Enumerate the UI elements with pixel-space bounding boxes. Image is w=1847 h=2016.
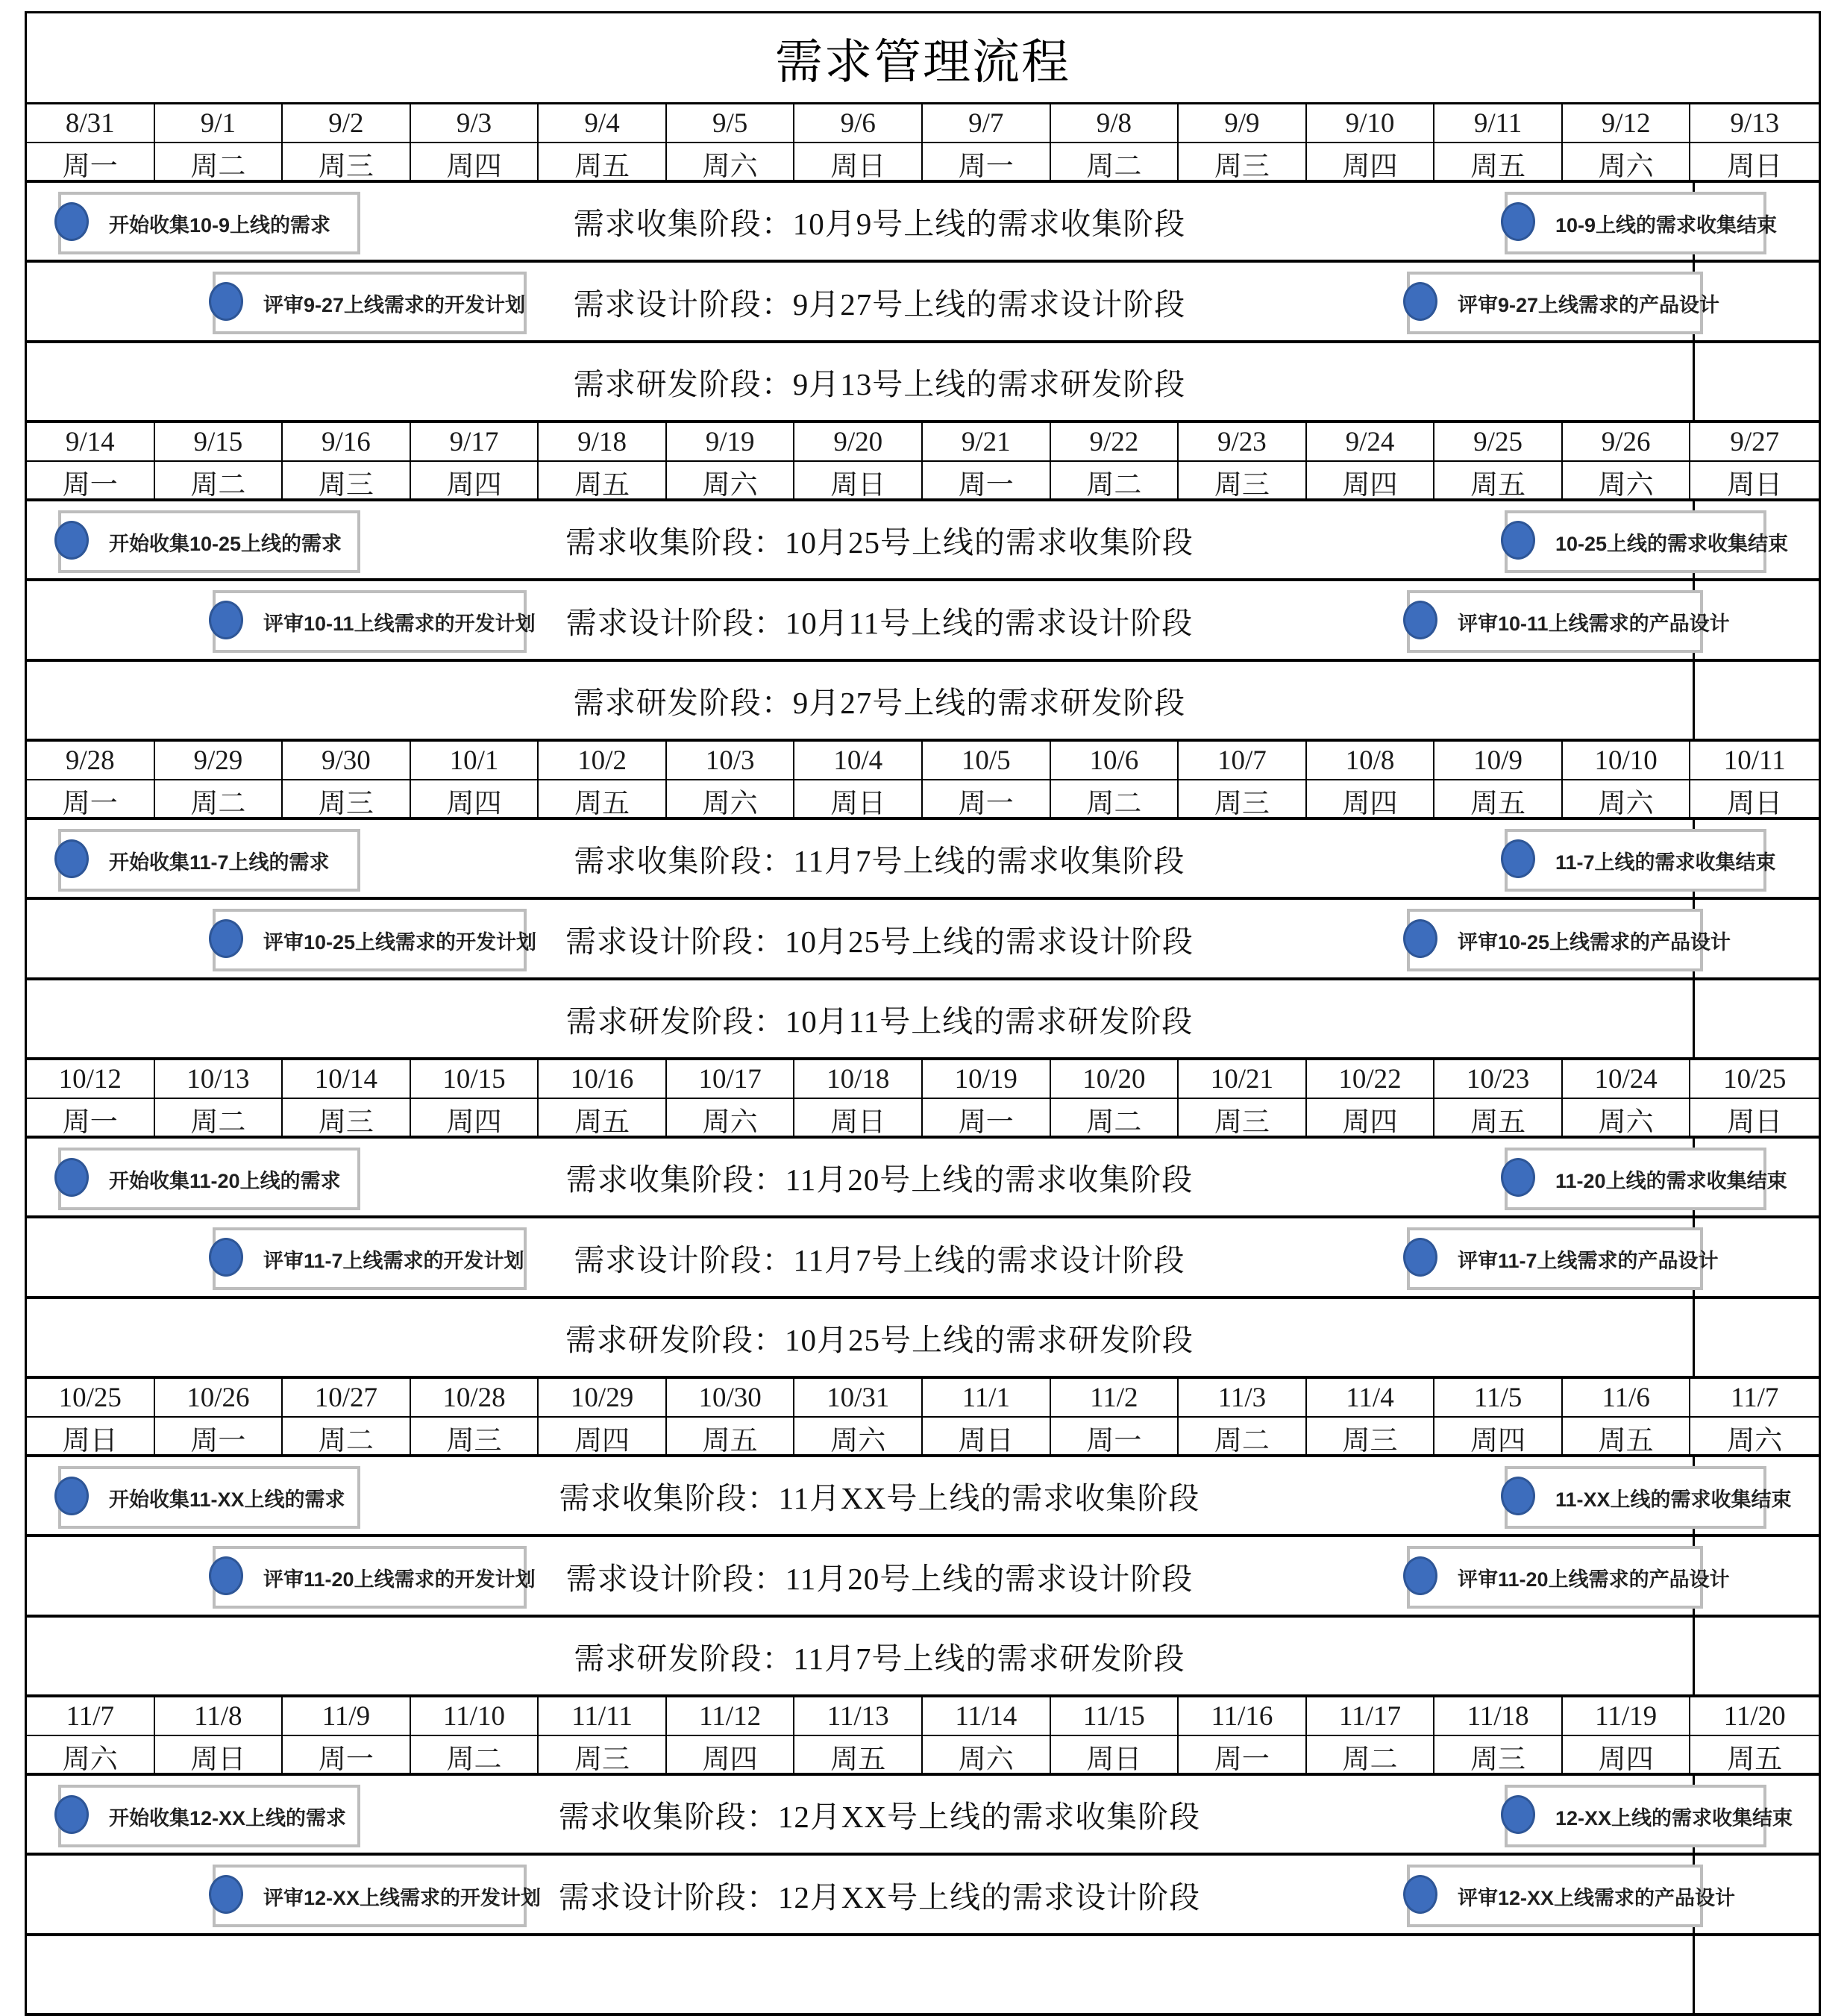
weekday-cell: 周四 (539, 1418, 667, 1458)
phase-label-design: 需求设计阶段：9月27号上线的需求设计阶段 (573, 287, 1186, 322)
milestone-dot-icon (54, 1795, 89, 1834)
date-cell: 11/16 (1179, 1697, 1307, 1735)
milestone-dot-icon (209, 601, 243, 639)
weekday-cell: 周五 (1434, 780, 1563, 821)
milestone-dot-icon (1403, 919, 1437, 958)
milestone-end-label: 评审9-27上线需求的产品设计 (1458, 293, 1720, 316)
date-cell: 9/24 (1307, 423, 1435, 460)
phase-row-design (27, 581, 1819, 662)
weekday-cell: 周一 (923, 1099, 1051, 1139)
weekday-cell: 周三 (411, 1418, 539, 1458)
milestone-dot-icon (1501, 1795, 1535, 1834)
weekday-cell: 周六 (923, 1736, 1051, 1776)
phase-row-dev (27, 980, 1819, 1060)
weekday-cell: 周三 (1179, 462, 1307, 502)
weekday-cell: 周三 (283, 780, 411, 821)
schedule-block (27, 1060, 1819, 1379)
weekday-cell: 周一 (923, 462, 1051, 502)
schedule-blocks (27, 104, 1819, 2016)
date-cell: 11/7 (1730, 1382, 1779, 1413)
date-cell: 10/31 (794, 1379, 923, 1416)
date-cell: 10/22 (1307, 1060, 1435, 1098)
date-cell: 10/17 (667, 1060, 795, 1098)
phase-row-dev (27, 662, 1819, 742)
weekday-cell: 周一 (27, 143, 155, 184)
phase-row-dev (27, 1299, 1819, 1379)
weekday-cell: 周四 (411, 780, 539, 821)
weekday-cell: 周日 (1727, 789, 1783, 819)
weekday-cell: 周六 (27, 1736, 155, 1776)
date-cell: 11/2 (1051, 1379, 1179, 1416)
weekday-cell: 周一 (27, 1099, 155, 1139)
weekday-cell: 周六 (794, 1418, 923, 1458)
phase-row-design (27, 1218, 1819, 1299)
date-cell: 11/8 (155, 1697, 283, 1735)
phase-row-collect (27, 183, 1819, 263)
milestone-dot-icon (1501, 839, 1535, 878)
schedule-block (27, 742, 1819, 1060)
phase-row-design (27, 1856, 1819, 1936)
weekday-cell: 周六 (667, 462, 795, 502)
phase-label-collect: 需求收集阶段：11月XX号上线的需求收集阶段 (559, 1481, 1200, 1515)
date-cell: 10/12 (27, 1060, 155, 1098)
date-cell: 10/1 (411, 742, 539, 779)
milestone-dot-icon (54, 202, 89, 241)
date-cell: 9/26 (1563, 423, 1691, 460)
date-cell: 11/12 (667, 1697, 795, 1735)
weekday-cell: 周一 (923, 143, 1051, 184)
weekday-cell: 周六 (1563, 1099, 1691, 1139)
phase-label-design: 需求设计阶段：11月7号上线的需求设计阶段 (574, 1242, 1185, 1277)
date-row (27, 104, 1819, 143)
weekday-cell: 周四 (1307, 1099, 1435, 1139)
weekday-cell: 周一 (27, 462, 155, 502)
date-cell: 10/25 (1723, 1063, 1787, 1095)
date-cell: 11/18 (1434, 1697, 1563, 1735)
column-divider-line (1693, 1936, 1695, 2013)
milestone-dot-icon (1501, 1477, 1535, 1515)
milestone-end-label: 10-25上线的需求收集结束 (1555, 532, 1789, 555)
milestone-end-label: 评审12-XX上线需求的产品设计 (1458, 1886, 1736, 1909)
weekday-cell: 周四 (1307, 143, 1435, 184)
weekday-cell: 周二 (1179, 1418, 1307, 1458)
milestone-end-label: 11-20上线的需求收集结束 (1555, 1169, 1787, 1192)
date-cell: 9/4 (539, 104, 667, 142)
milestone-dot-icon (1403, 1238, 1437, 1277)
milestone-end-label: 评审11-20上线需求的产品设计 (1458, 1568, 1730, 1591)
weekday-cell: 周五 (1727, 1744, 1783, 1775)
weekday-cell: 周二 (411, 1736, 539, 1776)
date-cell: 9/2 (283, 104, 411, 142)
milestone-end-label: 10-9上线的需求收集结束 (1555, 213, 1778, 237)
date-cell: 10/19 (923, 1060, 1051, 1098)
date-cell: 10/8 (1307, 742, 1435, 779)
phase-label-collect: 需求收集阶段：12月XX号上线的需求收集阶段 (558, 1800, 1201, 1834)
milestone-start-label: 评审11-20上线需求的开发计划 (263, 1568, 536, 1591)
weekday-cell: 周六 (667, 1099, 795, 1139)
date-cell: 10/5 (923, 742, 1051, 779)
milestone-dot-icon (209, 919, 243, 958)
date-cell: 11/7 (27, 1697, 155, 1735)
date-cell: 9/30 (283, 742, 411, 779)
milestone-end-label: 11-XX上线的需求收集结束 (1555, 1488, 1792, 1511)
weekday-cell: 周六 (1727, 1426, 1783, 1456)
weekday-row (27, 1099, 1819, 1139)
phase-label-collect: 需求收集阶段：10月25号上线的需求收集阶段 (565, 525, 1194, 560)
date-cell: 10/10 (1563, 742, 1691, 779)
weekday-cell: 周六 (667, 143, 795, 184)
milestone-dot-icon (54, 1158, 89, 1197)
date-cell: 9/28 (27, 742, 155, 779)
milestone-start-label: 开始收集11-7上线的需求 (109, 851, 330, 874)
phase-row-dev (27, 1936, 1819, 2016)
date-cell: 9/25 (1434, 423, 1563, 460)
phase-label-collect: 需求收集阶段：10月9号上线的需求收集阶段 (573, 207, 1186, 241)
date-cell: 9/1 (155, 104, 283, 142)
milestone-start-label: 评审12-XX上线需求的开发计划 (263, 1886, 542, 1909)
date-cell: 11/17 (1307, 1697, 1435, 1735)
date-cell: 11/20 (1723, 1700, 1786, 1732)
date-cell: 9/3 (411, 104, 539, 142)
phase-label-dev: 需求研发阶段：9月27号上线的需求研发阶段 (573, 686, 1186, 720)
weekday-cell: 周日 (794, 780, 923, 821)
schedule-block (27, 104, 1819, 423)
schedule-block (27, 1697, 1819, 2016)
date-row (27, 423, 1819, 462)
weekday-cell: 周一 (27, 780, 155, 821)
date-cell: 11/13 (794, 1697, 923, 1735)
weekday-cell: 周二 (155, 780, 283, 821)
date-row (27, 1060, 1819, 1099)
phase-label-design: 需求设计阶段：12月XX号上线的需求设计阶段 (558, 1879, 1201, 1915)
phase-row-design (27, 263, 1819, 343)
phase-label-dev: 需求研发阶段：10月25号上线的需求研发阶段 (565, 1323, 1194, 1357)
date-row (27, 742, 1819, 780)
weekday-cell: 周五 (1434, 462, 1563, 502)
date-cell: 10/11 (1723, 745, 1786, 776)
milestone-dot-icon (54, 521, 89, 560)
milestone-dot-icon (209, 1238, 243, 1277)
milestone-dot-icon (1501, 521, 1535, 560)
phase-label-dev: 需求研发阶段：9月13号上线的需求研发阶段 (573, 367, 1186, 401)
weekday-cell: 周四 (1563, 1736, 1691, 1776)
phase-label-collect: 需求收集阶段：11月7号上线的需求收集阶段 (574, 844, 1185, 878)
date-cell: 11/5 (1434, 1379, 1563, 1416)
weekday-cell: 周日 (794, 462, 923, 502)
weekday-cell: 周日 (155, 1736, 283, 1776)
weekday-cell: 周三 (1179, 780, 1307, 821)
weekday-cell: 周四 (1307, 780, 1435, 821)
weekday-cell: 周日 (1727, 151, 1783, 182)
weekday-cell: 周二 (1051, 143, 1179, 184)
phase-label-design: 需求设计阶段：10月25号上线的需求设计阶段 (565, 924, 1194, 959)
weekday-row (27, 1418, 1819, 1457)
weekday-cell: 周五 (1434, 1099, 1563, 1139)
date-cell: 11/15 (1051, 1697, 1179, 1735)
milestone-start-label: 评审11-7上线需求的开发计划 (263, 1249, 524, 1272)
weekday-cell: 周日 (794, 143, 923, 184)
milestone-end-label: 12-XX上线的需求收集结束 (1555, 1806, 1793, 1829)
milestone-dot-icon (1403, 1875, 1437, 1914)
date-cell: 9/19 (667, 423, 795, 460)
weekday-cell: 周四 (411, 143, 539, 184)
date-cell: 11/9 (283, 1697, 411, 1735)
date-cell: 11/6 (1563, 1379, 1691, 1416)
milestone-dot-icon (1501, 1158, 1535, 1197)
date-cell: 11/11 (539, 1697, 667, 1735)
date-cell: 9/16 (283, 423, 411, 460)
weekday-cell: 周五 (1434, 143, 1563, 184)
weekday-cell: 周六 (1563, 462, 1691, 502)
milestone-dot-icon (54, 1477, 89, 1515)
date-cell: 11/14 (923, 1697, 1051, 1735)
date-cell: 11/1 (923, 1379, 1051, 1416)
date-cell: 9/14 (27, 423, 155, 460)
milestone-start-label: 评审10-11上线需求的开发计划 (263, 612, 536, 635)
weekday-row (27, 143, 1819, 183)
weekday-cell: 周五 (539, 143, 667, 184)
phase-label-dev: 需求研发阶段：10月11号上线的需求研发阶段 (565, 1004, 1194, 1039)
date-cell: 10/24 (1563, 1060, 1691, 1098)
phase-label-collect: 需求收集阶段：11月20号上线的需求收集阶段 (565, 1162, 1194, 1197)
date-cell: 10/4 (794, 742, 923, 779)
phase-row-collect (27, 1776, 1819, 1856)
date-cell: 9/5 (667, 104, 795, 142)
date-row (27, 1697, 1819, 1736)
date-cell: 11/3 (1179, 1379, 1307, 1416)
date-cell: 10/14 (283, 1060, 411, 1098)
date-cell: 10/6 (1051, 742, 1179, 779)
phase-row-collect (27, 1457, 1819, 1537)
weekday-cell: 周日 (27, 1418, 155, 1458)
date-cell: 9/12 (1563, 104, 1691, 142)
date-cell: 9/7 (923, 104, 1051, 142)
weekday-cell: 周一 (155, 1418, 283, 1458)
date-cell: 9/13 (1730, 107, 1780, 139)
schedule-block (27, 1379, 1819, 1697)
date-cell: 8/31 (27, 104, 155, 142)
milestone-end-label: 评审10-25上线需求的产品设计 (1458, 930, 1731, 954)
date-cell: 9/15 (155, 423, 283, 460)
milestone-end-label: 11-7上线的需求收集结束 (1555, 851, 1776, 874)
weekday-cell: 周五 (539, 780, 667, 821)
date-cell: 9/6 (794, 104, 923, 142)
weekday-cell: 周四 (411, 462, 539, 502)
date-cell: 10/13 (155, 1060, 283, 1098)
milestone-start-label: 开始收集11-XX上线的需求 (109, 1488, 345, 1511)
date-cell: 9/11 (1434, 104, 1563, 142)
weekday-cell: 周二 (283, 1418, 411, 1458)
weekday-cell: 周二 (1051, 462, 1179, 502)
date-cell: 9/18 (539, 423, 667, 460)
phase-row-dev (27, 343, 1819, 423)
date-cell: 10/21 (1179, 1060, 1307, 1098)
weekday-row (27, 462, 1819, 501)
weekday-cell: 周三 (283, 462, 411, 502)
weekday-cell: 周三 (1307, 1418, 1435, 1458)
weekday-cell: 周六 (1563, 780, 1691, 821)
phase-row-collect (27, 820, 1819, 900)
milestone-end-label: 评审10-11上线需求的产品设计 (1458, 612, 1730, 635)
date-cell: 9/17 (411, 423, 539, 460)
date-cell: 10/27 (283, 1379, 411, 1416)
weekday-cell: 周六 (667, 780, 795, 821)
date-cell: 9/23 (1179, 423, 1307, 460)
weekday-cell: 周一 (923, 780, 1051, 821)
milestone-start-label: 开始收集10-25上线的需求 (109, 532, 342, 555)
milestone-end-label: 评审11-7上线需求的产品设计 (1458, 1249, 1719, 1272)
weekday-cell: 周三 (1179, 143, 1307, 184)
milestone-start-label: 开始收集10-9上线的需求 (109, 213, 331, 237)
weekday-row (27, 1736, 1819, 1776)
weekday-cell: 周五 (794, 1736, 923, 1776)
weekday-cell: 周四 (1434, 1418, 1563, 1458)
weekday-cell: 周六 (1563, 143, 1691, 184)
milestone-dot-icon (209, 1556, 243, 1595)
date-cell: 10/9 (1434, 742, 1563, 779)
date-cell: 11/19 (1563, 1697, 1691, 1735)
weekday-cell: 周日 (923, 1418, 1051, 1458)
date-cell: 10/2 (539, 742, 667, 779)
date-cell: 11/4 (1307, 1379, 1435, 1416)
weekday-cell: 周二 (155, 462, 283, 502)
weekday-cell: 周日 (1727, 470, 1783, 501)
weekday-cell: 周日 (1051, 1736, 1179, 1776)
weekday-cell: 周一 (1179, 1736, 1307, 1776)
weekday-cell: 周二 (1051, 780, 1179, 821)
requirements-process-table (25, 11, 1821, 2016)
weekday-cell: 周三 (283, 143, 411, 184)
date-cell: 10/3 (667, 742, 795, 779)
weekday-cell: 周四 (667, 1736, 795, 1776)
phase-label-design: 需求设计阶段：10月11号上线的需求设计阶段 (565, 605, 1194, 640)
weekday-cell: 周五 (539, 462, 667, 502)
date-cell: 9/29 (155, 742, 283, 779)
phase-label-design: 需求设计阶段：11月20号上线的需求设计阶段 (565, 1561, 1194, 1596)
weekday-cell: 周五 (539, 1099, 667, 1139)
weekday-cell: 周五 (667, 1418, 795, 1458)
schedule-block (27, 423, 1819, 742)
weekday-cell: 周日 (794, 1099, 923, 1139)
weekday-cell: 周二 (155, 143, 283, 184)
milestone-start-label: 开始收集11-20上线的需求 (109, 1169, 341, 1192)
milestone-dot-icon (1501, 202, 1535, 241)
milestone-dot-icon (1403, 282, 1437, 321)
weekday-cell: 周二 (1051, 1099, 1179, 1139)
milestone-dot-icon (209, 1875, 243, 1914)
phase-row-design (27, 900, 1819, 980)
weekday-cell: 周三 (283, 1099, 411, 1139)
date-cell: 11/10 (411, 1697, 539, 1735)
date-cell: 10/7 (1179, 742, 1307, 779)
milestone-dot-icon (1403, 601, 1437, 639)
date-cell: 10/23 (1434, 1060, 1563, 1098)
weekday-cell: 周三 (539, 1736, 667, 1776)
date-cell: 10/15 (411, 1060, 539, 1098)
date-cell: 10/25 (27, 1379, 155, 1416)
weekday-cell: 周日 (1727, 1107, 1783, 1138)
date-cell: 10/20 (1051, 1060, 1179, 1098)
weekday-row (27, 780, 1819, 820)
date-cell: 9/22 (1051, 423, 1179, 460)
phase-row-design (27, 1537, 1819, 1618)
milestone-start-label: 评审10-25上线需求的开发计划 (263, 930, 537, 954)
weekday-cell: 周四 (1307, 462, 1435, 502)
page-title: 需求管理流程 (27, 13, 1819, 104)
date-cell: 9/9 (1179, 104, 1307, 142)
phase-row-dev (27, 1618, 1819, 1697)
phase-label-dev: 需求研发阶段：11月7号上线的需求研发阶段 (574, 1641, 1185, 1676)
date-cell: 9/27 (1730, 426, 1780, 457)
date-cell: 10/26 (155, 1379, 283, 1416)
date-cell: 9/10 (1307, 104, 1435, 142)
weekday-cell: 周二 (1307, 1736, 1435, 1776)
weekday-cell: 周四 (411, 1099, 539, 1139)
milestone-dot-icon (209, 282, 243, 321)
date-cell: 10/28 (411, 1379, 539, 1416)
date-cell: 10/30 (667, 1379, 795, 1416)
weekday-cell: 周一 (283, 1736, 411, 1776)
milestone-dot-icon (54, 839, 89, 878)
milestone-dot-icon (1403, 1556, 1437, 1595)
date-cell: 10/29 (539, 1379, 667, 1416)
phase-row-collect (27, 501, 1819, 581)
date-row (27, 1379, 1819, 1418)
weekday-cell: 周二 (155, 1099, 283, 1139)
date-cell: 9/20 (794, 423, 923, 460)
weekday-cell: 周一 (1051, 1418, 1179, 1458)
weekday-cell: 周三 (1179, 1099, 1307, 1139)
date-cell: 10/18 (794, 1060, 923, 1098)
date-cell: 9/21 (923, 423, 1051, 460)
milestone-start-label: 评审9-27上线需求的开发计划 (263, 293, 526, 316)
phase-row-collect (27, 1139, 1819, 1218)
date-cell: 10/16 (539, 1060, 667, 1098)
milestone-start-label: 开始收集12-XX上线的需求 (109, 1806, 347, 1829)
date-cell: 9/8 (1051, 104, 1179, 142)
weekday-cell: 周五 (1563, 1418, 1691, 1458)
weekday-cell: 周三 (1434, 1736, 1563, 1776)
